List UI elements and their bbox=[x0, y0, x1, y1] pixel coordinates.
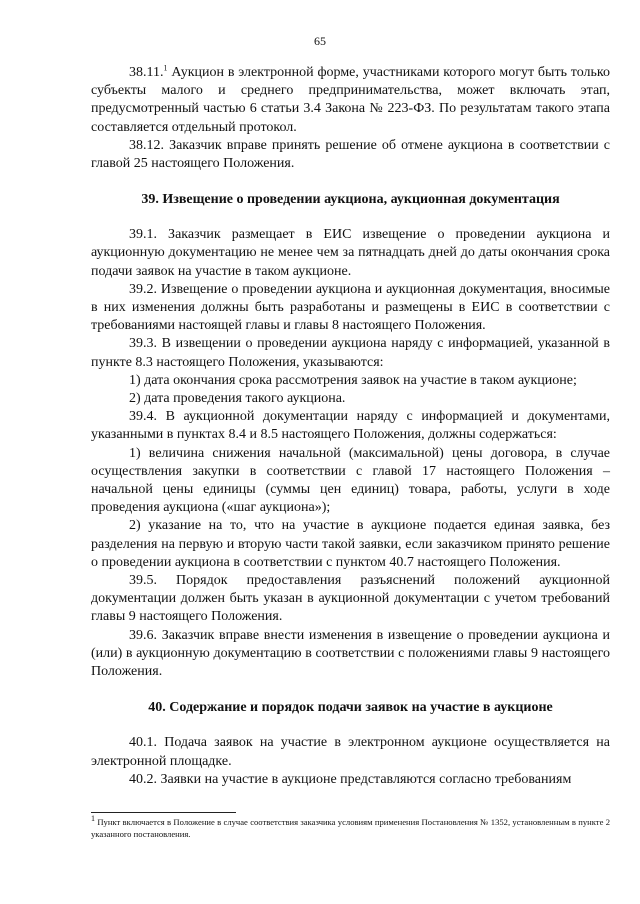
footnote bbox=[91, 814, 610, 840]
footnote-reference: 1 bbox=[163, 63, 168, 73]
paragraph-39-2: 39.2. Извещение о проведении аукциона и аукционная документация, вносимые в них изменения должны быть разработаны и размещены в ЕИС в соответствии с требованиями настоящей главы и главы 8 настоящего Положения. bbox=[91, 281, 610, 334]
paragraph-40-2: 40.2. Заявки на участие в аукционе представляются согласно требованиям bbox=[129, 771, 572, 787]
paragraph-40-1: 40.1. Подача заявок на участие в электронном аукционе осуществляется на электронной площадке. bbox=[91, 735, 610, 769]
section-heading-39: 39. Извещение о проведении аукциона, аукционная документация bbox=[141, 192, 560, 208]
paragraph-38-12: 38.12. Заказчик вправе принять решение об отмене аукциона в соответствии с главой 25 настоящего Положения. bbox=[91, 137, 610, 172]
paragraph-39-3: 39.3. В извещении о проведении аукциона наряду с информацией, указанной в пункте 8.3 настоящего Положения, указываются: bbox=[91, 336, 610, 370]
paragraph-39-6: 39.6. Заказчик вправе внести изменения в извещение о проведении аукциона и (или) в аукционную документацию в соответствии с положениями главы 9 настоящего Положения. bbox=[91, 627, 610, 680]
list-item-39-4-1: 1) величина снижения начальной (максимальной) цены договора, в случае осуществления закупки в соответствии с главой 17 настоящего Положения – начальной цены единицы (суммы цен единиц) товара, работы, услуги в ходе проведения аукциона («шаг аукциона»); bbox=[91, 445, 610, 516]
section-heading-40: 40. Содержание и порядок подачи заявок на участие в аукционе bbox=[148, 700, 553, 716]
paragraph-38-11 bbox=[91, 64, 610, 137]
document-body bbox=[91, 64, 610, 789]
footnote-divider bbox=[91, 812, 236, 813]
paragraph-39-1: 39.1. Заказчик размещает в ЕИС извещение о проведении аукциона и аукционную документацию не менее чем за пятнадцать дней до даты окончания срока подачи заявок на участие в таком аукционе. bbox=[91, 227, 610, 279]
footnote-text: Пункт включается в Положение в случае соответствия заказчика условиям применения Постановления № 1352, установленным в пункте 2 указанного постановления. bbox=[91, 817, 610, 839]
list-item-39-3-2: 2) дата проведения такого аукциона. bbox=[129, 391, 346, 407]
list-item-39-4-2: 2) указание на то, что на участие в аукционе подается единая заявка, без разделения на первую и вторую части такой заявки, если заказчиком принято решение о проведении аукциона в соответствии с пунктом 40.7 настоящего Положения. bbox=[91, 518, 610, 570]
paragraph-39-4: 39.4. В аукционной документации наряду с информацией и документами, указанными в пунктах 8.4 и 8.5 настоящего Положения, должны содержаться: bbox=[91, 409, 610, 443]
list-item-39-3-1: 1) дата окончания срока рассмотрения заявок на участие в таком аукционе; bbox=[129, 372, 577, 388]
paragraph-number: 38.11. bbox=[129, 65, 164, 80]
footnote-mark: 1 bbox=[91, 814, 95, 824]
page-number: 65 bbox=[314, 34, 326, 48]
paragraph-text: Аукцион в электронной форме, участниками которого могут быть только субъекты малого и среднего предпринимательства, может включать этап, предусмотренный частью 6 статьи 3.4 Закона № 223-ФЗ. По результатам такого этапа составляется отдельный протокол. bbox=[91, 65, 610, 135]
paragraph-39-5: 39.5. Порядок предоставления разъяснений положений аукционной документации должен быть указан в аукционной документации с учетом требований главы 9 настоящего Положения. bbox=[91, 573, 610, 625]
